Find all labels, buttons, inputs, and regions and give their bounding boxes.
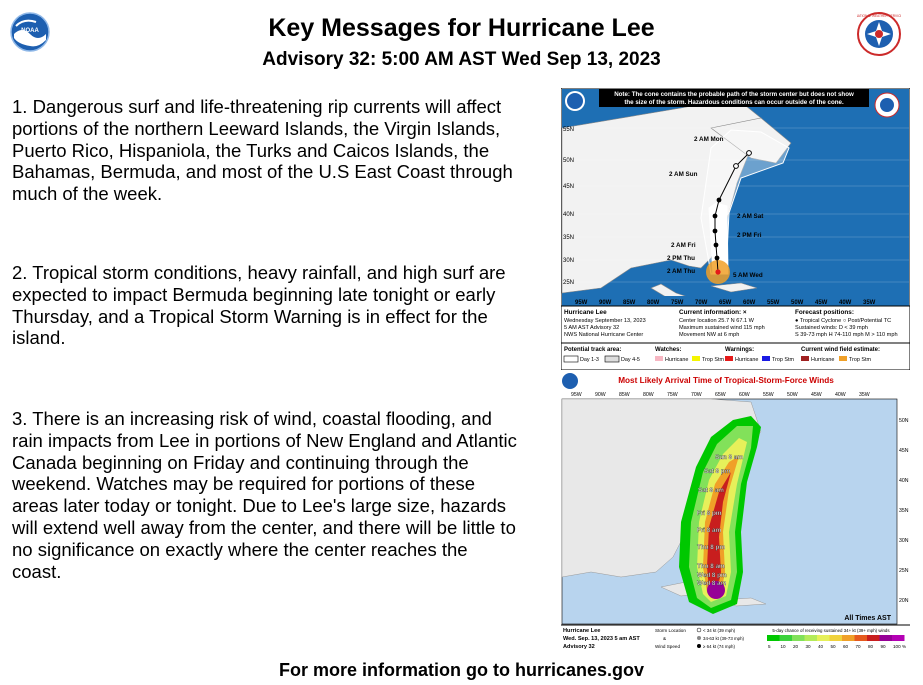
ts-warning-label: Trop Stm <box>772 357 794 363</box>
lon-label-75w: 75W <box>671 300 684 306</box>
arr-lon-35w: 35W <box>859 392 870 398</box>
hurricane-warning-swatch <box>725 356 733 361</box>
lat-label-50n: 50N <box>563 158 575 164</box>
arrival-advisory: Advisory 32 <box>563 644 595 650</box>
prob-label-0: 5 <box>768 644 771 649</box>
storm-location-label: Storm Location <box>655 628 686 633</box>
prob-swatch-6 <box>842 635 855 641</box>
key-weak-icon <box>697 628 701 632</box>
prob-label-7: 70 <box>855 644 861 649</box>
current-info-title: Current information: × <box>679 309 747 316</box>
prob-label-10: 100 % <box>893 644 907 649</box>
prob-label-2: 20 <box>793 644 799 649</box>
track-label-sat: 2 AM Sat <box>737 213 764 220</box>
cone-note-line-1: Note: The cone contains the probable path of the storm center but does not show <box>614 91 854 98</box>
lon-label-95w: 95W <box>575 300 588 306</box>
key-hurricane: ≥ 64 kt (74 mph) <box>703 644 735 649</box>
cone-note-line-2: the size of the storm. Hazardous conditions can occur outside of the cone. <box>624 99 844 106</box>
prob-swatch-10 <box>892 635 905 641</box>
wind-speed-label: Wind Speed <box>655 644 681 649</box>
prob-label-3: 30 <box>805 644 811 649</box>
key-message-1: 1. Dangerous surf and life-threatening rip currents will affect portions of the northern Leeward Islands, the Virgin Islands, Puerto Rico, Hispaniola, the Turks and Caicos Islands, the Bahamas, Bermuda, and most of the U.S East Coast through much of the week. <box>12 96 513 205</box>
arrival-storm-name: Hurricane Lee <box>563 628 601 634</box>
noaa-logo-text: NOAA <box>21 28 39 34</box>
lon-label-40w: 40W <box>839 300 852 306</box>
arr-lat-30n: 30N <box>899 538 909 544</box>
lon-label-45w: 45W <box>815 300 828 306</box>
arrival-time-graphic <box>561 372 910 652</box>
track-label-mon: 2 AM Mon <box>694 136 724 143</box>
lat-label-40n: 40N <box>563 212 575 218</box>
prob-swatch-4 <box>817 635 830 641</box>
wind-field-ts-label: Trop Stm <box>849 357 871 363</box>
forecast-positions-line-3: S 39-73 mph H 74-110 mph M > 110 mph <box>795 332 898 338</box>
track-area-title: Potential track area: <box>564 347 622 353</box>
arrival-time-sat-8pm: Sat 8 pm <box>704 468 731 475</box>
ts-watch-label: Trop Stm <box>702 357 724 363</box>
track-label-wed: 5 AM Wed <box>733 272 763 279</box>
arr-lat-25n: 25N <box>899 568 909 574</box>
arr-lat-50n: 50N <box>899 418 909 424</box>
prob-label-4: 40 <box>818 644 824 649</box>
track-label-fri-pm: 2 PM Fri <box>737 232 762 239</box>
ts-warning-swatch <box>762 356 770 361</box>
prob-swatch-7 <box>855 635 868 641</box>
track-label-sun: 2 AM Sun <box>669 171 698 178</box>
noaa-small-logo-icon <box>567 93 583 109</box>
current-info-line-1: Center location 25.7 N 67.1 W <box>679 318 754 324</box>
watches-title: Watches: <box>655 347 682 353</box>
prob-label-9: 90 <box>880 644 886 649</box>
lon-label-35w: 35W <box>863 300 876 306</box>
advisory-subtitle: Advisory 32: 5:00 AM AST Wed Sep 13, 2023 <box>262 49 661 70</box>
arr-lon-50w: 50W <box>787 392 798 398</box>
lon-label-55w: 55W <box>767 300 780 306</box>
cone-storm-advisory: 5 AM AST Advisory 32 <box>564 325 620 331</box>
footer-link-text: For more information go to hurricanes.gov <box>278 660 645 680</box>
key-ts: 34-63 kt (39-73 mph) <box>703 636 744 641</box>
arr-lon-65w: 65W <box>715 392 726 398</box>
arr-lon-60w: 60W <box>739 392 750 398</box>
prob-swatch-3 <box>805 635 818 641</box>
lat-label-35n: 35N <box>563 235 575 241</box>
forecast-positions-line-1: ● Tropical Cyclone ○ Post/Potential TC <box>795 318 892 324</box>
wind-field-hurricane-label: Hurricane <box>811 357 835 363</box>
prob-swatch-0 <box>767 635 780 641</box>
hurricane-watch-swatch <box>655 356 663 361</box>
arr-lon-75w: 75W <box>667 392 678 398</box>
warnings-title: Warnings: <box>725 347 755 353</box>
arr-lat-20n: 20N <box>899 598 909 604</box>
lon-label-65w: 65W <box>719 300 732 306</box>
lon-label-80w: 80W <box>647 300 660 306</box>
lon-label-70w: 70W <box>695 300 708 306</box>
arr-lon-80w: 80W <box>643 392 654 398</box>
lat-label-30n: 30N <box>563 258 575 264</box>
noaa-small-logo-icon-2 <box>562 373 578 389</box>
key-ts-icon <box>697 636 701 640</box>
lon-label-90w: 90W <box>599 300 612 306</box>
key-message-2: 2. Tropical storm conditions, heavy rainfall, and high surf are expected to impact Bermuda beginning late tonight or early Thursday, and a Tropical Storm Warning is in effect for the island. <box>12 262 506 349</box>
lat-label-55n: 55N <box>563 127 575 133</box>
cone-storm-date: Wednesday September 13, 2023 <box>564 318 646 324</box>
cone-storm-center: NWS National Hurricane Center <box>564 332 644 338</box>
current-info-line-2: Maximum sustained wind 115 mph <box>679 325 765 331</box>
lat-label-45n: 45N <box>563 184 575 190</box>
forecast-positions-title: Forecast positions: <box>795 309 854 316</box>
lon-label-50w: 50W <box>791 300 804 306</box>
arrival-time-thu-8am: Thu 8 am <box>697 563 725 570</box>
arrival-time-fri-8am: Fri 8 am <box>697 527 722 534</box>
arrival-storm-date: Wed. Sep. 13, 2023 5 am AST <box>563 636 640 642</box>
arr-lat-45n: 45N <box>899 448 909 454</box>
lon-label-85w: 85W <box>623 300 636 306</box>
prob-swatch-2 <box>792 635 805 641</box>
track-label-fri-am: 2 AM Fri <box>671 242 696 249</box>
hurricane-warning-label: Hurricane <box>735 357 759 363</box>
arr-lat-40n: 40N <box>899 478 909 484</box>
prob-title: 5-day chance of receiving sustained 34+ kt (39+ mph) winds <box>772 628 890 633</box>
lat-label-25n: 25N <box>563 280 575 286</box>
nws-logo <box>857 12 901 56</box>
arr-lon-95w: 95W <box>571 392 582 398</box>
arrival-time-wed-8am: Wed 8 am <box>697 580 727 587</box>
prob-swatch-9 <box>880 635 893 641</box>
track-label-thu-pm: 2 PM Thu <box>667 255 695 262</box>
arr-lon-40w: 40W <box>835 392 846 398</box>
arr-lat-35n: 35N <box>899 508 909 514</box>
arrival-time-sun-8am: Sun 8 am <box>715 454 743 461</box>
arr-lon-45w: 45W <box>811 392 822 398</box>
arr-lon-70w: 70W <box>691 392 702 398</box>
arr-lon-90w: 90W <box>595 392 606 398</box>
arrival-time-fri-8pm: Fri 8 pm <box>697 510 722 517</box>
key-weak: < 34 kt (39 mph) <box>703 628 736 633</box>
page-title: Key Messages for Hurricane Lee <box>268 14 655 42</box>
arrival-title: Most Likely Arrival Time of Tropical-Storm-Force Winds <box>618 376 834 385</box>
wind-field-hurricane-swatch <box>801 356 809 361</box>
all-times-label: All Times AST <box>844 615 891 622</box>
day13-label: Day 1-3 <box>580 357 599 363</box>
current-info-line-3: Movement NW at 6 mph <box>679 332 740 338</box>
cone-storm-name: Hurricane Lee <box>564 309 607 316</box>
nws-small-logo-icon <box>880 98 894 112</box>
key-message-3: 3. There is an increasing risk of wind, coastal flooding, and rain impacts from Lee in portions of New England and Atlantic Canada beginning on Friday and continuing through the weekend. Watches may be required for portions of these areas later today or tonight. Due to Lee's large size, hazards will extend well away from the center, and there will be little to no significance on exactly where the center reaches the coast. <box>12 408 517 582</box>
day13-swatch <box>564 356 578 362</box>
day45-label: Day 4-5 <box>621 357 640 363</box>
wind-field-title: Current wind field estimate: <box>801 347 881 353</box>
forecast-positions-line-2: Sustained winds: D < 39 mph <box>795 325 868 331</box>
hurricane-watch-label: Hurricane <box>665 357 689 363</box>
forecast-cone-graphic <box>561 88 910 370</box>
day45-swatch <box>605 356 619 362</box>
prob-label-5: 50 <box>830 644 836 649</box>
arrival-time-sat-8am: Sat 8 am <box>698 487 724 494</box>
prob-label-8: 80 <box>868 644 874 649</box>
arr-lon-85w: 85W <box>619 392 630 398</box>
prob-label-6: 60 <box>843 644 849 649</box>
ampersand-label: & <box>663 636 667 641</box>
key-hurricane-icon <box>697 644 701 648</box>
arrival-time-wed-8pm: Wed 8 pm <box>697 572 727 579</box>
nws-logo-text: NATIONAL WEATHER SERVICE <box>857 14 901 18</box>
track-label-thu-am: 2 AM Thu <box>667 268 696 275</box>
prob-swatch-1 <box>780 635 793 641</box>
prob-swatch-5 <box>830 635 843 641</box>
wind-field-ts-swatch <box>839 356 847 361</box>
lon-label-60w: 60W <box>743 300 756 306</box>
arr-lon-55w: 55W <box>763 392 774 398</box>
ts-watch-swatch <box>692 356 700 361</box>
prob-swatch-8 <box>867 635 880 641</box>
prob-label-1: 10 <box>780 644 786 649</box>
arrival-time-thu-8pm: Thu 8 pm <box>697 544 725 551</box>
